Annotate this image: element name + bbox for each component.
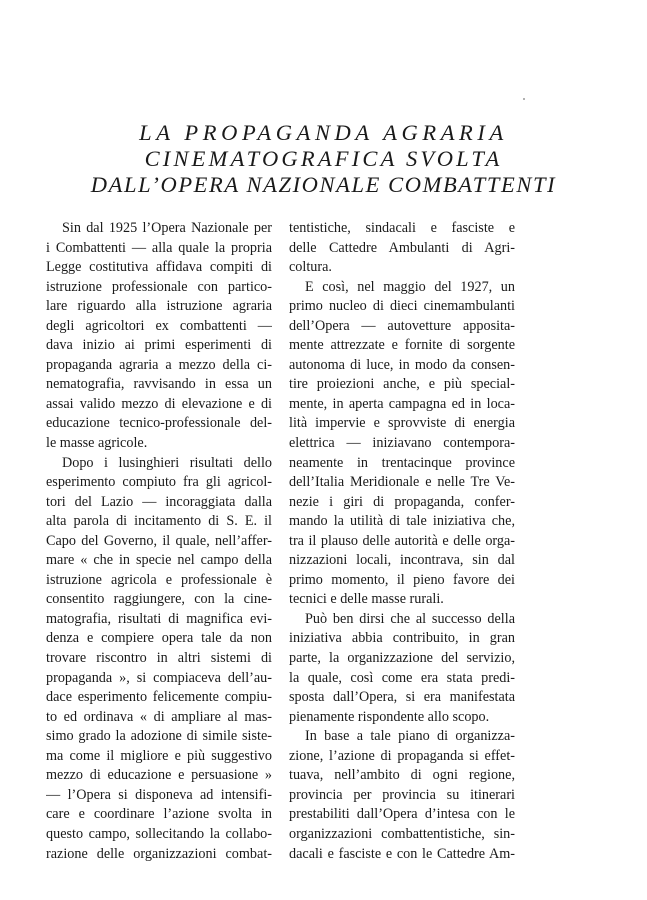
text-line: alta parola di incitamento di S. E. il (46, 513, 272, 530)
title-line-3: DALL’OPERA NAZIONALE COMBATTENTI (90, 172, 557, 197)
text-line: educazione tecnico-professionale del- (46, 415, 272, 432)
text-line: propaganda », si compiaceva dell’au- (46, 669, 272, 686)
text-line: dace esperimento felicemente compiu- (46, 689, 272, 706)
text-line: lare riguardo alla istruzione agraria (46, 298, 272, 315)
text-line: delle Cattedre Ambulanti di Agri- (289, 239, 515, 256)
text-line: prestabiliti dall’Opera d’intesa con le (289, 806, 515, 823)
text-line: tire proiezioni anche, e più special- (289, 376, 515, 393)
text-line: primo momento, il pieno favore dei (289, 571, 515, 588)
text-line: mezzo di educazione e persuasione » (46, 767, 272, 784)
text-line: denza e compiere opera tale da non (46, 630, 272, 647)
text-line: dava inizio ai primi esperimenti di (46, 337, 272, 354)
text-line: dell’Opera — autovetture apposita- (289, 317, 515, 334)
text-line: care e coordinare l’azione svolta in (46, 806, 272, 823)
text-line: dell’Italia Meridionale e nelle Tre Ve- (289, 474, 515, 491)
text-line: propaganda agraria a mezzo della ci- (46, 356, 272, 373)
text-line: le masse agricole. (46, 435, 148, 452)
text-line: simo grado la adozione di simile siste- (46, 728, 272, 745)
text-line: provincia per provincia su itinerari (289, 786, 515, 803)
text-line: dacali e fasciste e con le Cattedre Am- (289, 845, 515, 862)
text-line: tori del Lazio — incoraggiata dalla (46, 493, 272, 510)
title-line-2: CINEMATOGRAFICA SVOLTA (144, 146, 503, 171)
text-line: tra il plauso delle autorità e delle orga- (289, 532, 515, 549)
text-line: nematografia, ravvisando in essa un (46, 376, 272, 393)
text-line: tentistiche, sindacali e fasciste e (289, 220, 515, 236)
text-line: razione delle organizzazioni combat- (46, 845, 272, 862)
left-column (46, 219, 272, 864)
title-line-1: LA PROPAGANDA AGRARIA (139, 120, 508, 145)
page-mark (523, 98, 525, 100)
text-line: lità impervie e sprovviste di energia (289, 415, 515, 432)
text-line: pienamente rispondente allo scopo. (289, 708, 490, 725)
text-line: tuava, nell’ambito di ogni regione, (289, 767, 515, 784)
text-line: coltura. (289, 259, 332, 276)
text-line: primo nucleo di dieci cinemambulanti (289, 298, 515, 315)
text-line: tecnici e delle masse rurali. (289, 591, 444, 608)
text-line: esperimento compiuto fra gli agricol- (46, 474, 272, 491)
text-line: E così, nel maggio del 1927, un (305, 278, 515, 295)
text-line: i Combattenti — alla quale la propria (46, 239, 272, 256)
article-title (40, 120, 607, 198)
text-line: Sin dal 1925 l’Opera Nazionale per (62, 220, 272, 236)
text-line: sposta dall’Opera, si era manifestata (289, 689, 515, 706)
text-line: matografia, risultati di magnifica evi- (46, 610, 272, 627)
text-line: degli agricoltori ex combattenti — (46, 317, 272, 334)
text-line: mare « che in specie nel campo della (46, 552, 272, 569)
text-line: organizzazioni combattentistiche, sin- (289, 825, 515, 842)
text-line: Può ben dirsi che al successo della (305, 610, 515, 627)
text-line: autonoma di luce, in modo da consen- (289, 356, 515, 373)
text-line: In base a tale piano di organizza- (305, 728, 515, 745)
text-line: mando la utilità di tale iniziativa che, (289, 513, 515, 530)
text-line: parte, la organizzazione del servizio, (289, 650, 515, 667)
text-line: la quale, così come era stata predi- (289, 669, 515, 686)
text-line: nezie i giri di propaganda, confer- (289, 493, 515, 510)
text-line: mente attrezzate e fornite di sorgente (289, 337, 515, 354)
text-line: Dopo i lusinghieri risultati dello (62, 454, 272, 471)
text-line: neamente in trentacinque province (289, 454, 515, 471)
text-line: istruzione agricola e professionale è (46, 571, 272, 588)
right-column (289, 219, 515, 864)
text-line: elettrica — iniziavano contempora- (289, 435, 515, 452)
text-line: mente, in aperta campagna ed in loca- (289, 395, 515, 412)
text-line: nizzazioni locali, incontrava, sin dal (289, 552, 515, 569)
text-line: to ed ordinava « di ampliare al mas- (46, 708, 272, 725)
text-line: ma come il migliore e più suggestivo (46, 747, 272, 764)
text-line: assai valido mezzo di elevazione e di (46, 395, 272, 412)
text-line: consentito raggiungere, con la cine- (46, 591, 272, 608)
text-line: iniziativa abbia contribuito, in gran (289, 630, 515, 647)
text-line: questo campo, sollecitando la collabo- (46, 825, 272, 842)
text-line: zione, l’azione di propaganda si effet- (289, 747, 515, 764)
text-line: Legge costitutiva affidava compiti di (46, 259, 272, 276)
text-line: trovare riscontro in altri sistemi di (46, 650, 272, 667)
text-line: Capo del Governo, il quale, nell’affer- (46, 532, 272, 549)
text-line: — l’Opera si disponeva ad intensifi- (46, 786, 272, 803)
text-line: istruzione professionale con partico- (46, 278, 272, 295)
